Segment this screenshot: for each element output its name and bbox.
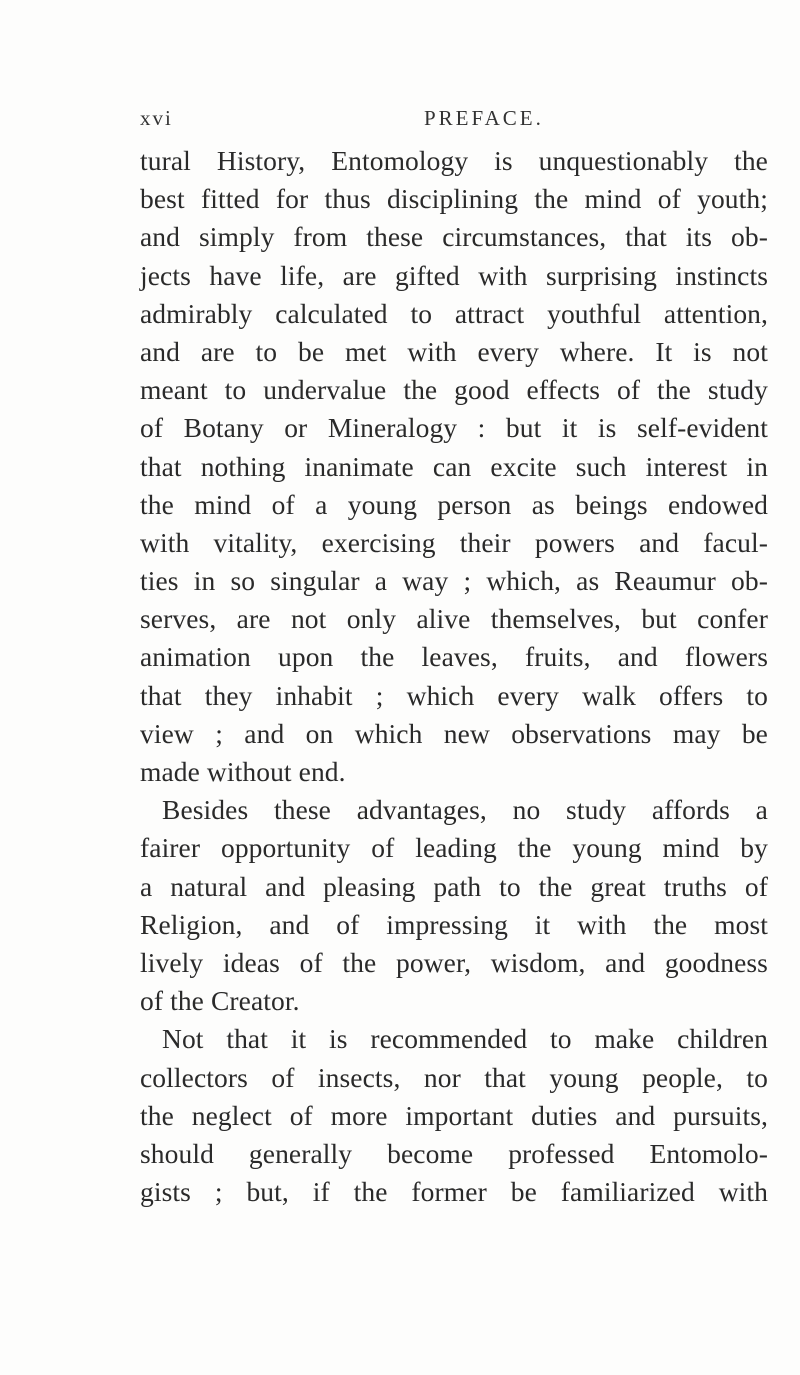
text-line: animation upon the leaves, fruits, and flowers <box>140 641 768 673</box>
text-line: tural History, Entomology is unquestionably the <box>140 145 768 176</box>
body-text <box>140 142 768 1211</box>
running-head <box>140 106 760 136</box>
text-line: of the Creator. <box>140 985 300 1017</box>
text-line: and simply from these circumstances, that its ob- <box>140 221 768 253</box>
text-line: the neglect of more important duties and pursuits, <box>140 1099 768 1131</box>
text-line: jects have life, are gifted with surprising instincts <box>140 259 768 291</box>
text-line: a natural and pleasing path to the great truths of <box>140 870 768 902</box>
text-line: fairer opportunity of leading the young mind by <box>140 832 768 864</box>
page-number: xvi <box>140 106 173 130</box>
text-line: gists ; but, if the former be familiarized with <box>140 1176 768 1208</box>
text-line: meant to undervalue the good effects of the study <box>140 374 768 406</box>
text-line: best fitted for thus disciplining the mind of youth; <box>140 183 768 215</box>
text-line: Religion, and of impressing it with the most <box>140 908 768 940</box>
text-line: that nothing inanimate can excite such interest in <box>140 450 768 482</box>
text-line: admirably calculated to attract youthful attention, <box>140 297 768 329</box>
text-line: serves, are not only alive themselves, but confer <box>140 603 768 635</box>
text-line: Besides these advantages, no study affords a <box>162 794 768 826</box>
text-line: and are to be met with every where. It is not <box>140 335 768 367</box>
text-line: should generally become professed Entomolo- <box>140 1137 768 1169</box>
running-title: PREFACE. <box>424 106 544 130</box>
text-line: the mind of a young person as beings endowed <box>140 488 768 520</box>
text-line: collectors of insects, nor that young people, to <box>140 1061 768 1093</box>
text-line: with vitality, exercising their powers and facul- <box>140 526 768 558</box>
text-line: view ; and on which new observations may be <box>140 717 768 749</box>
text-line: that they inhabit ; which every walk offers to <box>140 679 768 711</box>
text-line: lively ideas of the power, wisdom, and goodness <box>140 946 768 978</box>
text-line: of Botany or Mineralogy : but it is self-evident <box>140 412 768 444</box>
text-line: Not that it is recommended to make children <box>162 1023 768 1055</box>
text-line: ties in so singular a way ; which, as Reaumur ob- <box>140 565 768 597</box>
text-line: made without end. <box>140 756 346 787</box>
